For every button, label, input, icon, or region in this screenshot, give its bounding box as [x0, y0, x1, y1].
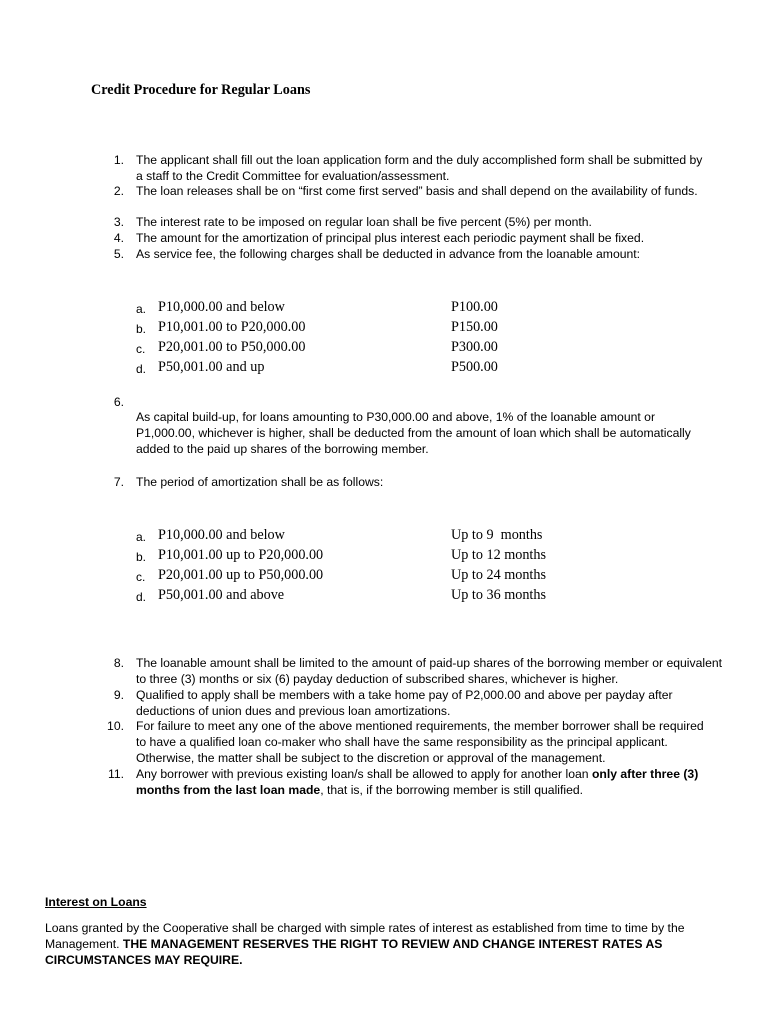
amortization-range: P10,000.00 and below [158, 527, 285, 543]
list-item-text: The amount for the amortization of principal plus interest each periodic payment shall be fixed. [136, 231, 645, 245]
page-title: Credit Procedure for Regular Loans [91, 82, 311, 98]
list-item-text: The period of amortization shall be as follows: [136, 475, 384, 489]
item-number: 7. [113, 475, 124, 489]
item-number: 1. [113, 153, 124, 167]
list-item-text: As capital build-up, for loans amounting to P30,000.00 and above, 1% of the loanable amount or P1,000.00, whichever is higher, shall be deducted from the amount of loan which shall be automatically added to the paid up shares of the borrowing member. [136, 410, 691, 456]
sub-item-letter: b. [136, 322, 147, 336]
sub-item-letter: a. [136, 302, 147, 316]
list-item-text: The interest rate to be imposed on regular loan shall be five percent (5%) per month. [136, 215, 592, 229]
item-number: 11. [107, 767, 124, 781]
fee-amount: P150.00 [451, 319, 498, 335]
item-number: 9. [113, 688, 124, 702]
item-number: 4. [113, 231, 124, 245]
list-item-text: For failure to meet any one of the above mentioned requirements, the member borrower shall be required to have a qualified loan co-maker who shall have the same responsibility as the principal applicant. Otherwise, the matter shall be subject to the discretion or approval of the management. [136, 719, 704, 765]
text-span: , that is, if the borrowing member is still qualified. [320, 783, 584, 797]
item-number: 6. [113, 395, 124, 409]
list-item-text: The loanable amount shall be limited to the amount of paid-up shares of the borrowing member or equivalent to three (3) months or six (6) payday deduction of subscribed shares, whichever is higher. [136, 656, 723, 686]
list-item-text [136, 766, 711, 798]
list-item-text: The loan releases shall be on “first come first served” basis and shall depend on the availability of funds. [136, 184, 698, 198]
section-text [45, 920, 725, 968]
bold-emphasis: only after three (3) months from the last loan made [136, 767, 699, 797]
item-number: 5. [113, 247, 124, 261]
sub-item-letter: d. [136, 590, 147, 604]
amortization-period: Up to 36 months [451, 587, 546, 603]
sub-item-letter: c. [136, 570, 146, 584]
amortization-period: Up to 9 months [451, 527, 543, 543]
sub-item-letter: a. [136, 530, 147, 544]
amortization-period: Up to 12 months [451, 547, 546, 563]
text-span: Any borrower with previous existing loan/s shall be allowed to apply for another loan [136, 767, 592, 781]
amortization-period: Up to 24 months [451, 567, 546, 583]
item-number: 8. [113, 656, 124, 670]
fee-range: P20,001.00 to P50,000.00 [158, 339, 306, 355]
amortization-range: P10,001.00 up to P20,000.00 [158, 547, 324, 563]
amortization-range: P50,001.00 and above [158, 587, 285, 603]
amortization-range: P20,001.00 up to P50,000.00 [158, 567, 324, 583]
fee-amount: P300.00 [451, 339, 498, 355]
fee-amount: P500.00 [451, 359, 498, 375]
sub-item-letter: d. [136, 362, 147, 376]
sub-item-letter: b. [136, 550, 147, 564]
fee-range: P50,001.00 and up [158, 359, 265, 375]
text-span: Loans granted by the Cooperative shall be charged with simple rates of interest as established from time to time by the Management. [45, 921, 685, 951]
bold-emphasis: THE MANAGEMENT RESERVES THE RIGHT TO REVIEW AND CHANGE INTEREST RATES AS CIRCUMSTANCES MAY REQUIRE. [45, 937, 663, 967]
sub-item-letter: c. [136, 342, 146, 356]
item-number: 3. [113, 215, 124, 229]
fee-range: P10,000.00 and below [158, 299, 285, 315]
list-item-text: The applicant shall fill out the loan application form and the duly accomplished form shall be submitted by a staff to the Credit Committee for evaluation/assessment. [136, 153, 703, 183]
fee-range: P10,001.00 to P20,000.00 [158, 319, 306, 335]
item-number: 2. [113, 184, 124, 198]
fee-amount: P100.00 [451, 299, 498, 315]
item-number: 10. [107, 719, 124, 733]
section-heading: Interest on Loans [45, 895, 147, 909]
list-item-text: As service fee, the following charges shall be deducted in advance from the loanable amount: [136, 247, 641, 261]
list-item-text: Qualified to apply shall be members with a take home pay of P2,000.00 and above per payday after deductions of union dues and previous loan amortizations. [136, 688, 673, 718]
